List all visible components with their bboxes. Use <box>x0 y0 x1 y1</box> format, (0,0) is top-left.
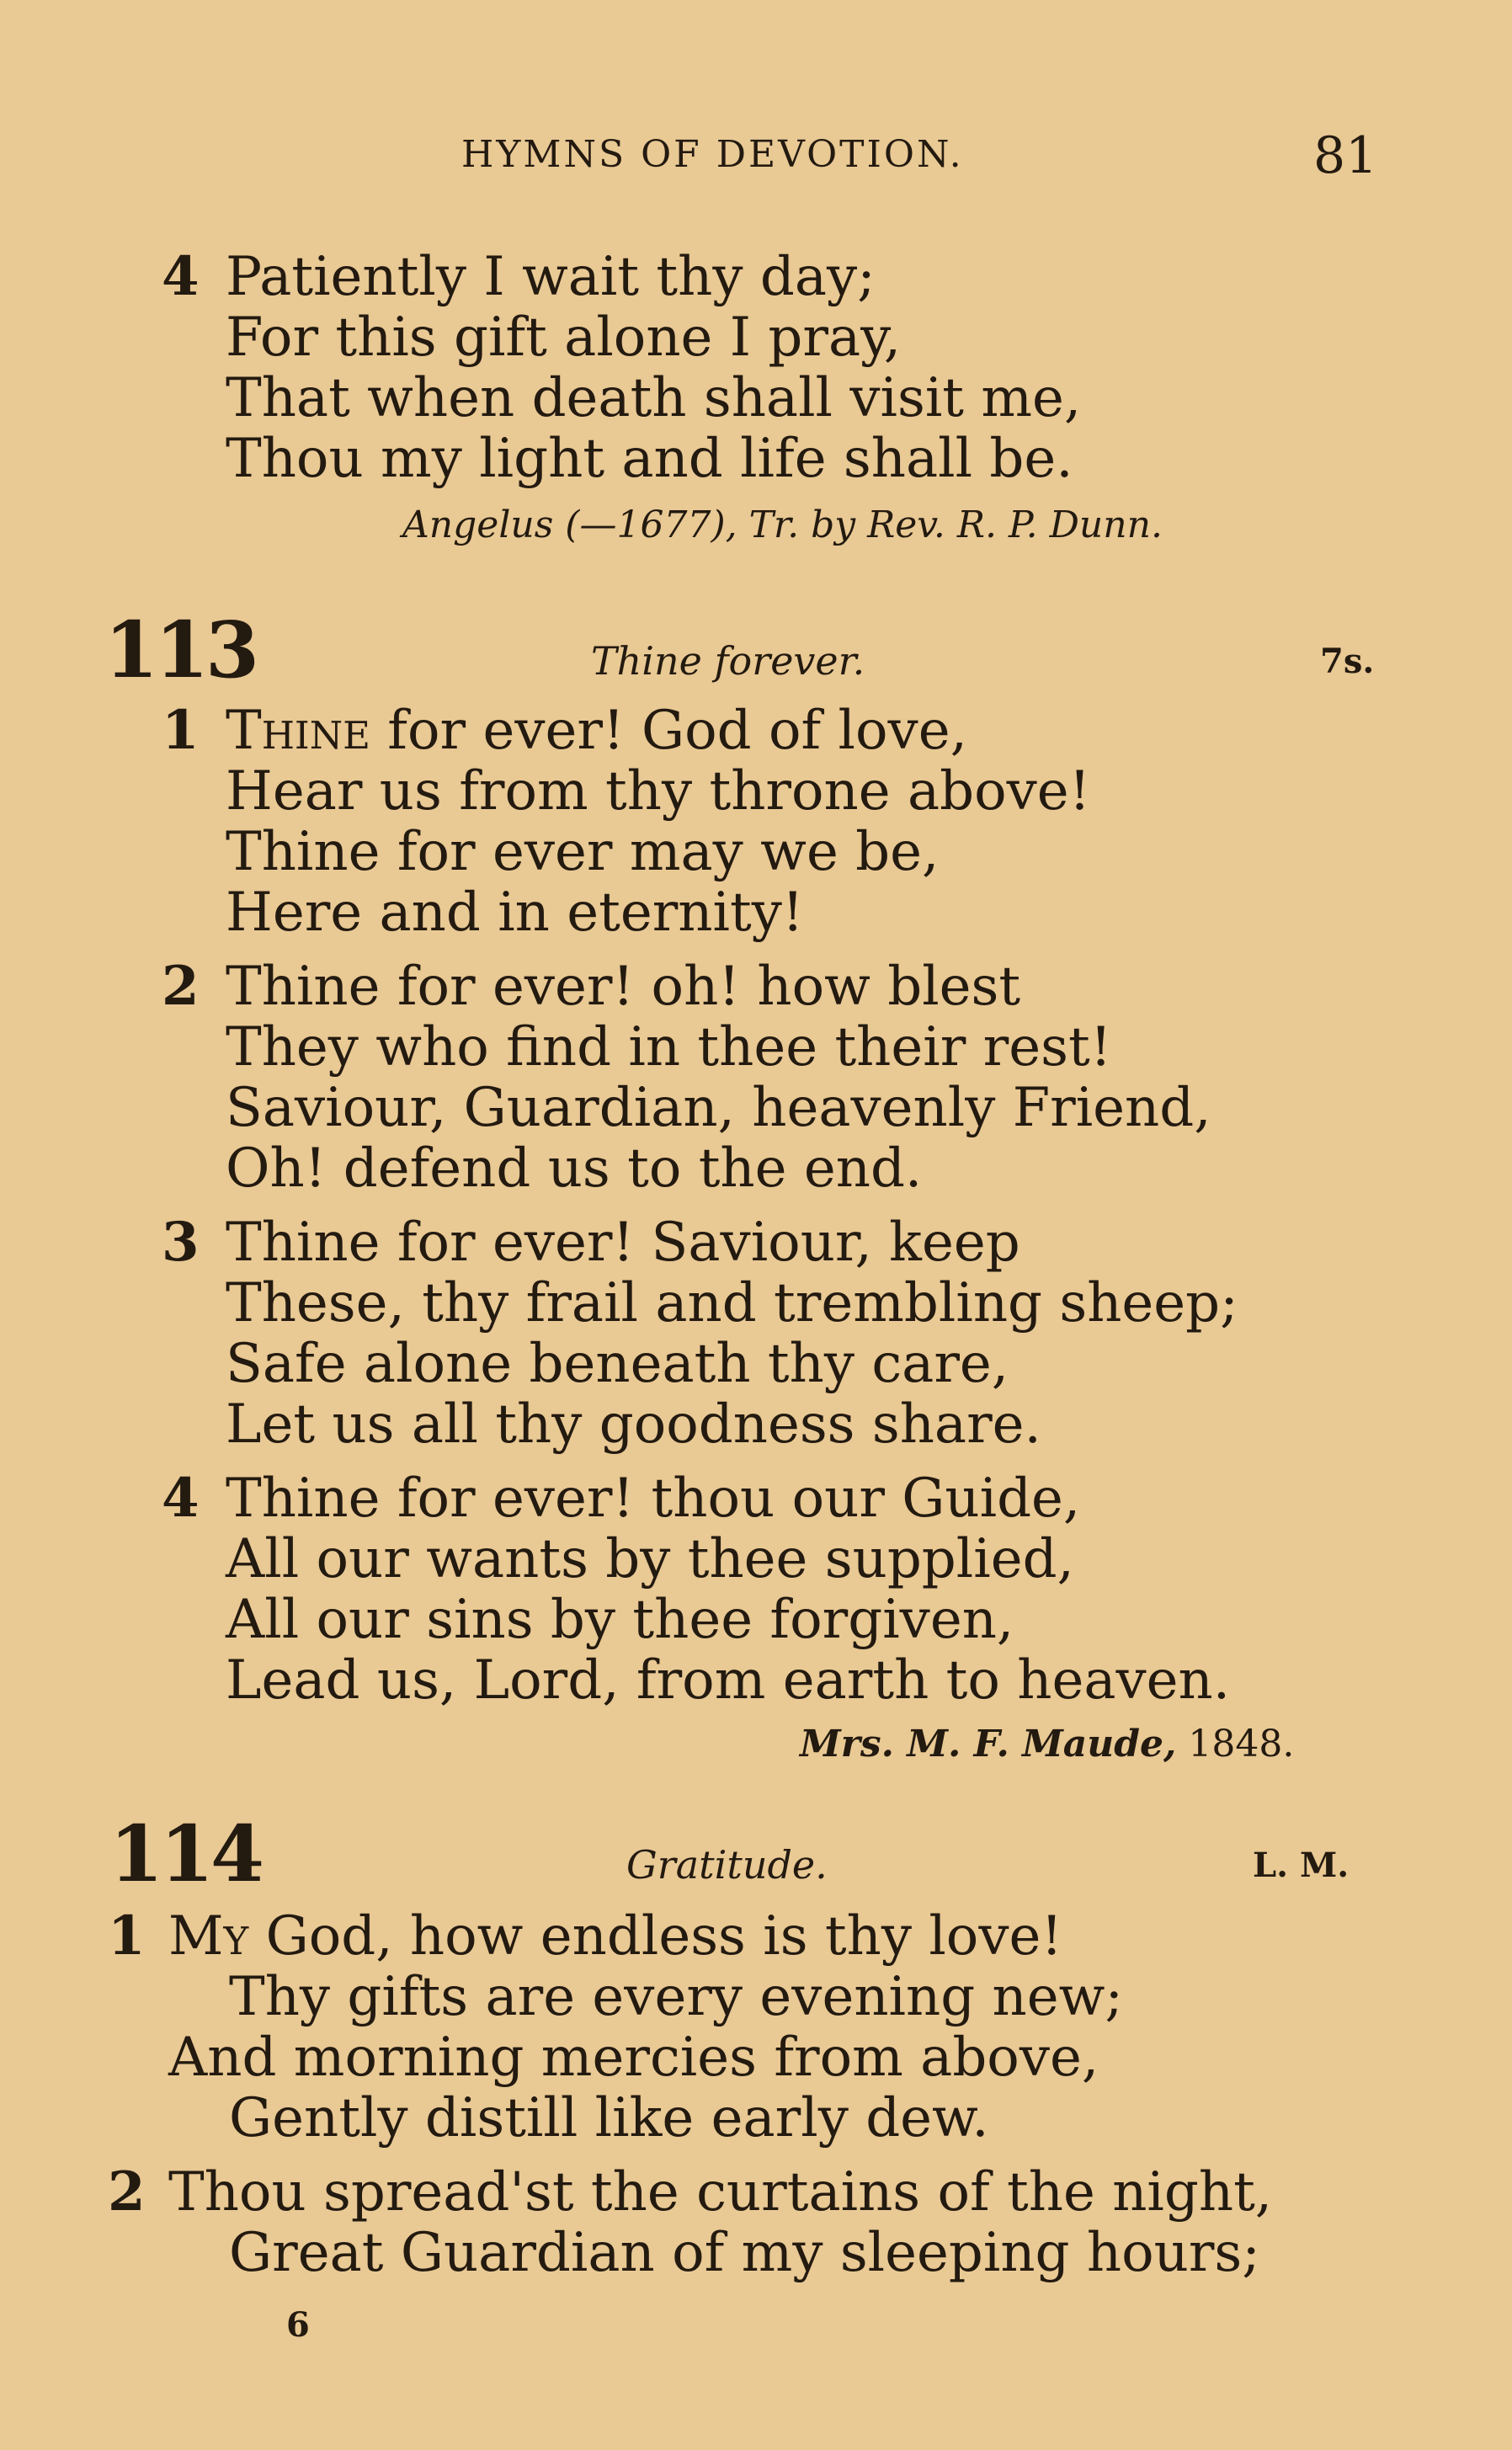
verse-line: Hear us from thy throne above! <box>226 760 1091 823</box>
verse-line: Thine for ever may we be, <box>226 821 940 883</box>
verse-line: Oh! defend us to the end. <box>226 1137 923 1200</box>
verse-line: All our sins by thee forgiven, <box>226 1589 1014 1651</box>
attribution: Angelus (—1677), Tr. by Rev. R. P. Dunn. <box>402 503 1163 546</box>
page-number: 81 <box>1313 126 1378 185</box>
first-line-rest: God, how endless is thy love! <box>248 1905 1063 1968</box>
verse-line: Safe alone beneath thy care, <box>226 1333 1009 1395</box>
running-header: HYMNS OF DEVOTION. <box>461 133 964 176</box>
hymn-title: Thine forever. <box>591 638 865 684</box>
attribution-year: 1848. <box>1188 1723 1295 1766</box>
verse-line: These, thy frail and trembling sheep; <box>226 1272 1238 1334</box>
verse-line: Here and in eternity! <box>226 881 804 944</box>
verse-line: Let us all thy goodness share. <box>226 1393 1041 1456</box>
verse-line <box>168 1906 1062 1967</box>
verse-number: 2 <box>108 2160 146 2224</box>
verse-line: Thou my light and life shall be. <box>226 428 1073 490</box>
verse-line: Thine for ever! Saviour, keep <box>226 1212 1020 1274</box>
hymn-number: 114 <box>109 1808 262 1899</box>
verse-line: Thy gifts are every evening new; <box>229 1966 1123 2028</box>
verse-line: Great Guardian of my sleeping hours; <box>229 2222 1260 2284</box>
verse-number: 4 <box>162 245 200 308</box>
verse-line: Gently distill like early dew. <box>229 2087 989 2149</box>
verse-line: And morning mercies from above, <box>168 2027 1099 2089</box>
verse-number: 3 <box>162 1211 200 1274</box>
verse-line: Thine for ever! oh! how blest <box>226 956 1021 1018</box>
verse-line: That when death shall visit me, <box>226 367 1082 429</box>
verse-line: All our wants by thee supplied, <box>226 1528 1074 1590</box>
first-word: Thine <box>226 700 370 762</box>
first-word: My <box>168 1905 249 1968</box>
verse-number: 1 <box>108 1904 146 1968</box>
hymn-meter: 7s. <box>1320 642 1375 681</box>
signature-mark: 6 <box>286 2305 310 2345</box>
hymn-meter: L. M. <box>1253 1845 1350 1885</box>
verse-number: 1 <box>162 699 200 762</box>
verse-line: For this gift alone I pray, <box>226 306 902 369</box>
verse-line: Patiently I wait thy day; <box>226 246 876 308</box>
verse-line: Thou spread'st the curtains of the night, <box>168 2161 1273 2224</box>
verse-line: Thine for ever! thou our Guide, <box>226 1467 1081 1530</box>
attribution-name: Mrs. M. F. Maude, <box>800 1723 1177 1766</box>
hymn-number: 113 <box>104 605 257 695</box>
verse-number: 4 <box>162 1467 200 1530</box>
verse-number: 2 <box>162 955 200 1018</box>
hymn-title: Gratitude. <box>626 1842 828 1888</box>
verse-line: They who find in thee their rest! <box>226 1016 1112 1079</box>
verse-line: Saviour, Guardian, heavenly Friend, <box>226 1077 1211 1139</box>
first-line-rest: for ever! God of love, <box>370 700 967 762</box>
verse-line <box>226 700 967 761</box>
attribution <box>800 1723 1294 1766</box>
verse-line: Lead us, Lord, from earth to heaven. <box>226 1649 1231 1712</box>
